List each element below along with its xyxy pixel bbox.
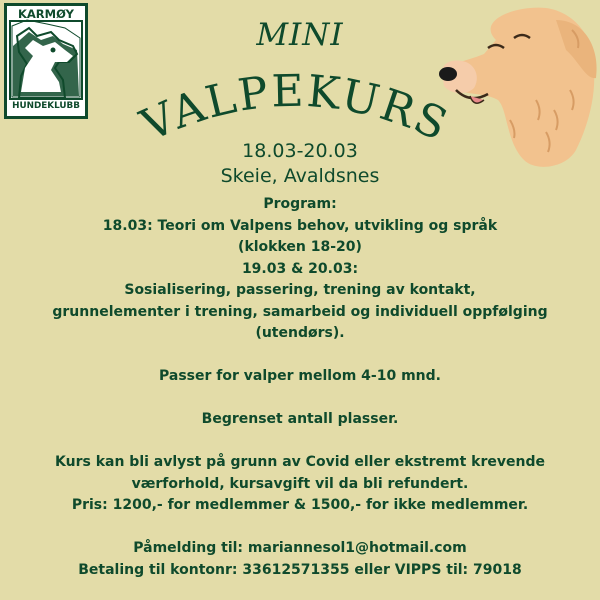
title-main-text: VALPEKURS (133, 70, 457, 150)
title-mini: MINI (256, 17, 344, 53)
payment-text: Betaling til kontonr: 33612571355 eller VIPPS til: 79018 (78, 561, 522, 578)
program-day1-time: (klokken 18-20) (238, 239, 362, 255)
logo-bottom-text: HUNDEKLUBB (12, 101, 80, 111)
cancellation-line2: værforhold, kursavgift vil da bli refundert. (131, 475, 469, 492)
program-day2-heading: 19.03 & 20.03: (241, 260, 359, 277)
program-day1: 18.03: Teori om Valpens behov, utvikling og språk (102, 217, 498, 234)
program-heading: Program: (263, 196, 337, 212)
limited-places-text: Begrenset antall plasser. (201, 411, 399, 427)
title-valpekurs (130, 70, 460, 150)
cancellation-line1: Kurs kan bli avlyst på grunn av Covid eller ekstremt krevende (55, 454, 545, 470)
price-text: Pris: 1200,- for medlemmer & 1500,- for ikke medlemmer. (71, 497, 529, 513)
course-dates: 18.03-20.03 (242, 140, 358, 162)
spacer (0, 388, 600, 410)
svg-text:VALPEKURS (133, 70, 457, 150)
program-day2-line3: (utendørs). (255, 325, 345, 341)
spacer (0, 345, 600, 367)
course-location: Skeie, Avaldsnes (220, 165, 380, 187)
program-day2-line1: Sosialisering, passering, trening av kontakt, (124, 282, 476, 298)
program-day2-line2: grunnelementer i trening, samarbeid og individuell oppfølging (52, 303, 548, 320)
suitability-text: Passer for valper mellom 4-10 mnd. (159, 368, 441, 384)
logo-top-text: KARMØY (17, 7, 74, 21)
registration-text: Påmelding til: mariannesol1@hotmail.com (133, 540, 467, 556)
spacer (0, 431, 600, 453)
course-details (0, 194, 600, 581)
spacer (0, 517, 600, 539)
